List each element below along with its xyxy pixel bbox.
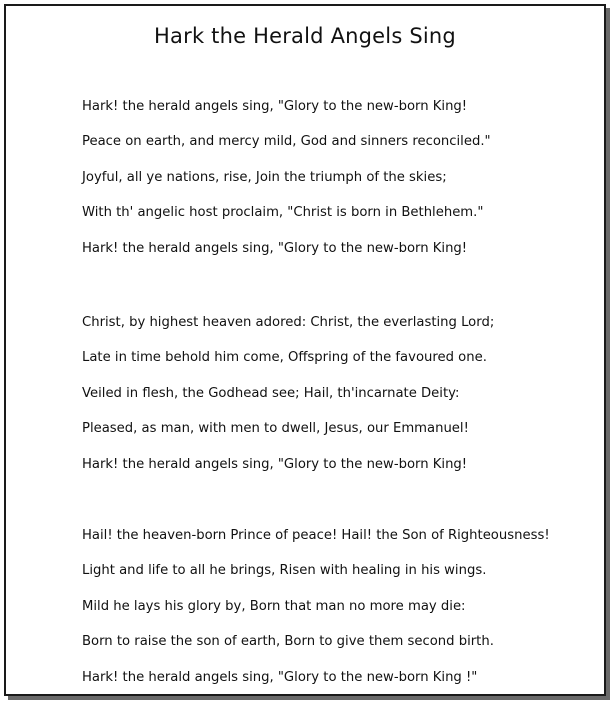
song-title: Hark the Herald Angels Sing (154, 24, 456, 48)
lyric-line: Late in time behold him come, Offspring of the favoured one. (82, 350, 487, 366)
lyric-line: Hark! the herald angels sing, "Glory to the new-born King! (82, 99, 468, 114)
lyric-line: Mild he lays his glory by, Born that man no more may die: (82, 598, 466, 614)
stanza-2 (82, 305, 494, 482)
lyric-line: Christ, by highest heaven adored: Christ, the everlasting Lord; (82, 315, 495, 330)
stanza-3 (82, 518, 550, 695)
refrain-line: Hark! the herald angels sing, "Glory to the new-born King! (82, 240, 468, 256)
lyric-line: With th' angelic host proclaim, "Christ is born in Bethlehem." (82, 205, 484, 221)
lyric-line: Hail! the heaven-born Prince of peace! Hail! the Son of Righteousness! (82, 528, 550, 543)
lyric-line: Light and life to all he brings, Risen with healing in his wings. (82, 563, 487, 579)
lyric-line: Joyful, all ye nations, rise, Join the triumph of the skies; (82, 169, 447, 185)
lyric-line: Pleased, as man, with men to dwell, Jesus, our Emmanuel! (82, 421, 469, 437)
stanza-1 (82, 89, 491, 266)
refrain-line: Hark! the herald angels sing, "Glory to the new-born King! (82, 456, 468, 472)
refrain-line: Hark! the herald angels sing, "Glory to the new-born King !" (82, 669, 478, 685)
lyric-line: Peace on earth, and mercy mild, God and sinners reconciled." (82, 134, 491, 150)
lyric-line: Born to raise the son of earth, Born to give them second birth. (82, 634, 494, 650)
lyric-line: Veiled in flesh, the Godhead see; Hail, th'incarnate Deity: (82, 385, 460, 401)
document-page (4, 4, 606, 696)
